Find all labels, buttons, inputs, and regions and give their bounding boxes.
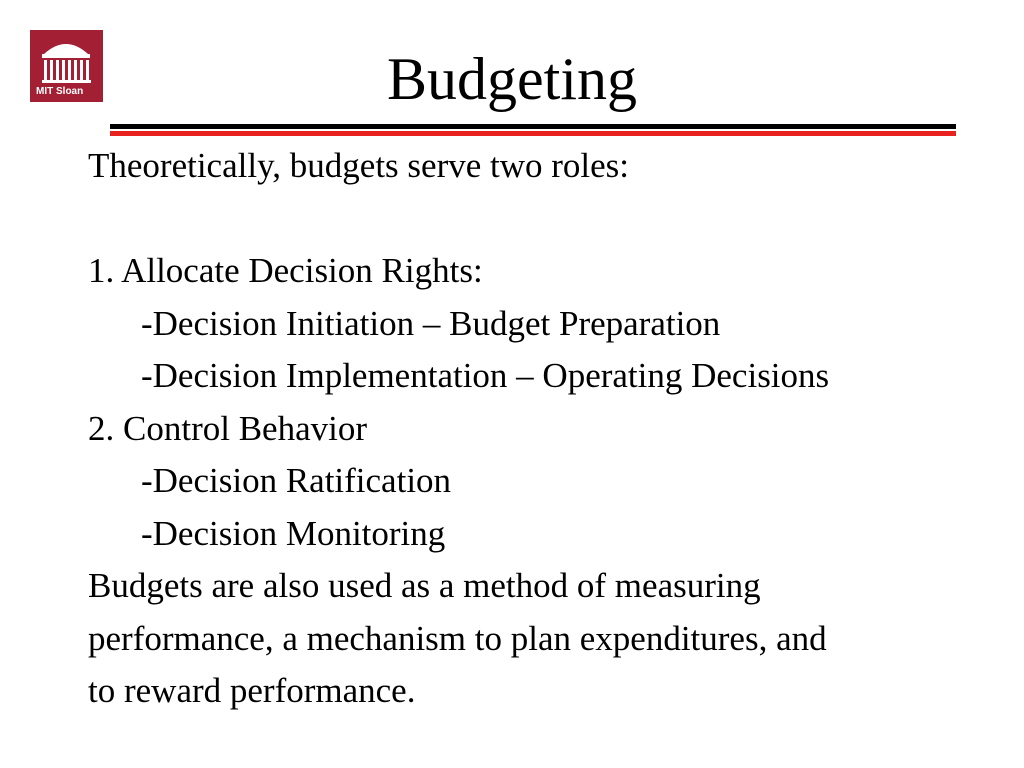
role-2-item: -Decision Ratification — [141, 461, 452, 500]
role-1-item: -Decision Implementation – Operating Decisions — [141, 356, 830, 395]
intro-text: Theoretically, budgets serve two roles: — [88, 146, 630, 185]
conclusion-line: Budgets are also used as a method of measuring — [88, 566, 761, 605]
role-1-heading: 1. Allocate Decision Rights: — [88, 251, 483, 290]
blank-line — [88, 193, 968, 246]
title-rule-black — [110, 124, 956, 129]
slide-body — [88, 140, 968, 718]
title-rule-red — [110, 131, 956, 136]
logo-text: MIT Sloan — [36, 86, 84, 97]
role-2-item: -Decision Monitoring — [141, 513, 446, 553]
role-1-item: -Decision Initiation – Budget Preparation — [141, 303, 721, 343]
conclusion-line: to reward performance. — [88, 671, 416, 710]
conclusion-line: performance, a mechanism to plan expenditures, and — [88, 618, 827, 658]
slide-title: Budgeting — [387, 46, 637, 112]
role-2-heading: 2. Control Behavior — [88, 408, 367, 448]
